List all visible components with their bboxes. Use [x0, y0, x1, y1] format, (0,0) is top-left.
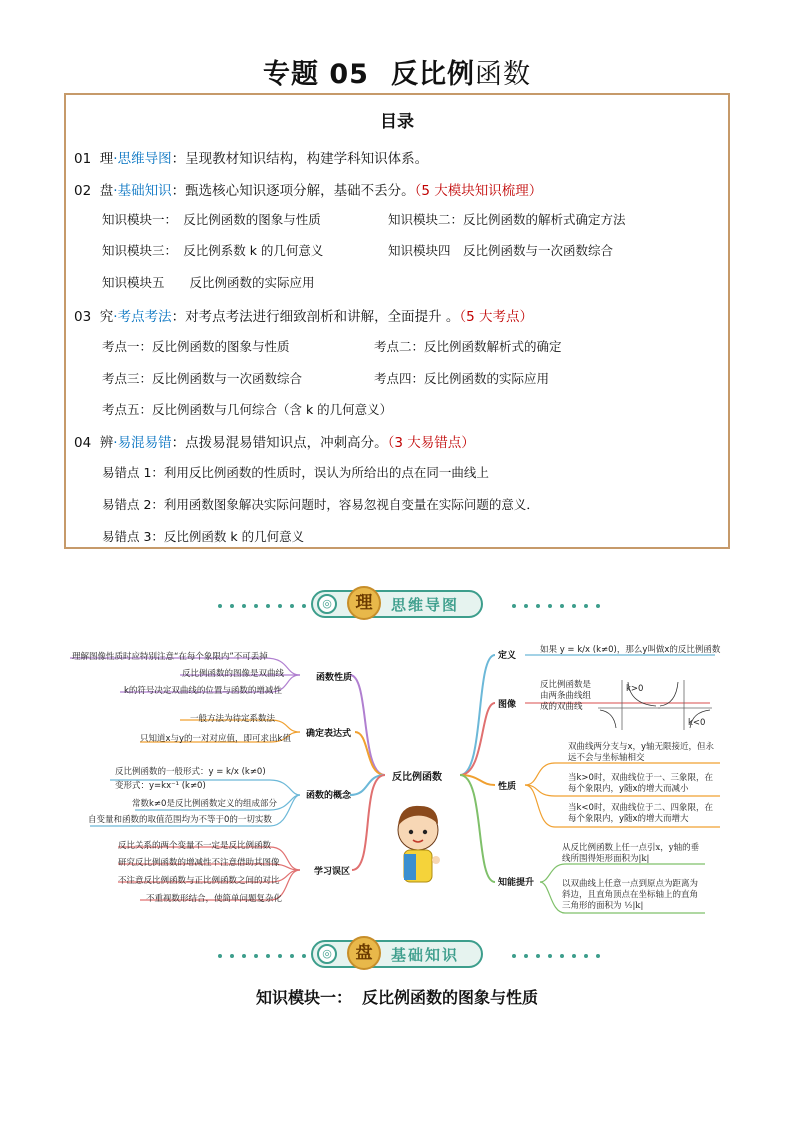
mindmap-leaf: 反比例函数的一般形式：y = k/x (k≠0) — [115, 767, 266, 777]
title-suffix: 函数 — [474, 59, 531, 90]
dots-right — [512, 954, 600, 958]
toc-section-4: 04 辨·易混易错：点拨易混易错知识点，冲刺高分。（3 大易错点） — [74, 435, 475, 451]
banner-badge: 理 — [347, 586, 381, 620]
mindmap-node: 性质 — [498, 782, 517, 792]
dots-left — [218, 954, 306, 958]
title-number: 专题 05 — [263, 59, 369, 90]
toc-heading: 目录 — [380, 112, 414, 132]
mindmap-node: 函数的概念 — [306, 791, 352, 801]
banner-badge: 盘 — [347, 936, 381, 970]
mindmap-leaf: 不重视数形结合，使简单问题复杂化 — [146, 894, 283, 904]
toc-item: 考点二：反比例函数解析式的确定 — [374, 339, 562, 354]
mindmap-leaf: 如果 y = k/x (k≠0)，那么y叫做x的反比例函数 — [540, 645, 721, 655]
toc-item: 考点三：反比例函数与一次函数综合 — [102, 371, 303, 386]
toc-item: 知识模块三： 反比例系数 k 的几何意义 — [102, 243, 324, 258]
mindmap-node: 学习误区 — [314, 867, 351, 877]
title-main: 反比例 — [390, 59, 475, 90]
banner-basics — [0, 936, 794, 976]
mindmap-leaf: 反比关系的两个变量不一定是反比例函数 — [118, 841, 272, 851]
banner-pill — [311, 590, 483, 618]
mindmap-leaf: k>0 — [626, 684, 644, 694]
mindmap-leaf: k<0 — [688, 718, 706, 728]
toc-section-1: 01 理·思维导图：呈现教材知识结构，构建学科知识体系。 — [74, 151, 429, 167]
toc-item: 考点五：反比例函数与几何综合（含 k 的几何意义） — [102, 402, 393, 417]
toc-item: 考点四：反比例函数的实际应用 — [374, 371, 550, 386]
banner-pill — [311, 940, 483, 968]
toc-item: 易错点 1：利用反比例函数的性质时，误认为所给出的点在同一曲线上 — [102, 465, 489, 480]
mindmap-leaf: 当k>0时，双曲线位于一、三象限，在每个象限内，y随x的增大而减小 — [568, 773, 713, 794]
mindmap-center: 反比例函数 — [392, 772, 442, 783]
mindmap-node: 知能提升 — [498, 878, 535, 888]
mindmap-leaf: 从反比例函数上任一点引x，y轴的垂线所围得矩形面积为|k| — [562, 843, 700, 864]
banner-label: 基础知识 — [391, 946, 460, 964]
mindmap-leaf: 以双曲线上任意一点到原点为距离为斜边，且直角顶点在坐标轴上的直角三角形的面积为 ½|k| — [562, 879, 699, 911]
toc-item: 知识模块二：反比例函数的解析式确定方法 — [388, 212, 626, 227]
mindmap-leaf: 研究反比例函数的增减性不注意借助其图像 — [118, 858, 280, 868]
mindmap-node: 定义 — [498, 651, 517, 661]
target-icon: ◎ — [317, 594, 337, 614]
toc-item: 知识模块五 反比例函数的实际应用 — [102, 275, 315, 290]
toc-item: 知识模块一： 反比例函数的图象与性质 — [102, 212, 321, 227]
mindmap-node: 函数性质 — [316, 673, 353, 683]
section-heading: 知识模块一： 反比例函数的图象与性质 — [255, 988, 539, 1007]
table-of-contents — [64, 93, 730, 549]
cartoon-boy — [398, 806, 440, 882]
toc-section-2: 02 盘·基础知识：甄选核心知识逐项分解，基础不丢分。（5 大模块知识梳理） — [74, 183, 543, 199]
toc-item: 易错点 3：反比例函数 k 的几何意义 — [102, 529, 305, 544]
toc-item: 考点一：反比例函数的图象与性质 — [102, 339, 290, 354]
mindmap-leaf: k的符号决定双曲线的位置与函数的增减性 — [124, 686, 282, 696]
toc-item: 易错点 2：利用函数图象解决实际问题时，容易忽视自变量在实际问题的意义． — [102, 497, 539, 512]
dots-right — [512, 604, 600, 608]
mindmap-node: 图像 — [498, 700, 517, 710]
mindmap-node: 确定表达式 — [306, 729, 352, 739]
mindmap-leaf: 常数k≠0是反比例函数定义的组成部分 — [132, 799, 277, 809]
mindmap-leaf: 理解图像性质时应特别注意“在每个象限内”不可丢掉 — [72, 652, 268, 662]
mindmap-leaf: 一般方法为待定系数法 — [190, 714, 276, 724]
mindmap-leaf: 双曲线两分支与x，y轴无限接近，但永远不会与坐标轴相交 — [568, 742, 715, 763]
mindmap-leaf: 只知道x与y的一对对应值，即可求出k值 — [140, 734, 291, 744]
toc-item: 知识模块四 反比例函数与一次函数综合 — [388, 243, 614, 258]
mindmap-leaf: 自变量和函数的取值范围均为不等于0的一切实数 — [88, 815, 272, 825]
dots-left — [218, 604, 306, 608]
mindmap-leaf: 反比例函数的图像是双曲线 — [182, 669, 285, 679]
mindmap-leaf: 当k<0时，双曲线位于二、四象限，在每个象限内，y随x的增大而增大 — [568, 803, 713, 824]
banner-label: 思维导图 — [391, 596, 460, 614]
mindmap-leaf: 变形式：y=kx⁻¹ (k≠0) — [115, 781, 206, 791]
page-title — [0, 52, 794, 91]
mindmap-leaf: 反比例函数是由两条曲线组成的双曲线 — [540, 680, 592, 712]
toc-section-3: 03 究·考点考法：对考点考法进行细致剖析和讲解，全面提升 。（5 大考点） — [74, 309, 534, 325]
mindmap-leaf: 不注意反比例函数与正比例函数之间的对比 — [118, 876, 280, 886]
target-icon: ◎ — [317, 944, 337, 964]
